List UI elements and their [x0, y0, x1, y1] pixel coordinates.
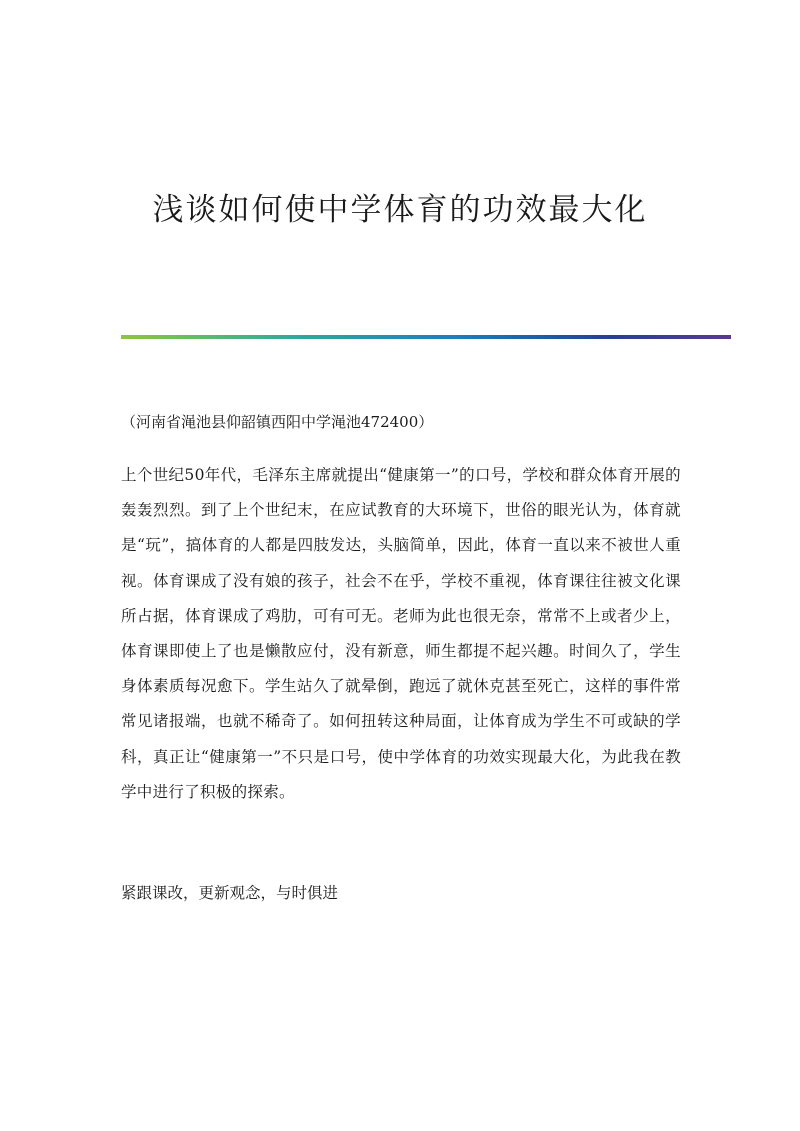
gradient-divider [121, 335, 731, 339]
author-affiliation: （河南省渑池县仰韶镇西阳中学渑池472400） [121, 413, 434, 431]
document-title: 浅谈如何使中学体育的功效最大化 [152, 192, 648, 228]
body-paragraph: 上个世纪50年代，毛泽东主席就提出“健康第一”的口号，学校和群众体育开展的轰轰烈烈。到了上个世纪末，在应试教育的大环境下，世俗的眼光认为，体育就是“玩”，搞体育的人都是四肢发达，头脑简单，因此，体育一直以来不被世人重视。体育课成了没有娘的孩子，社会不在乎，学校不重视，体育课往往被文化课所占据，体育课成了鸡肋，可有可无。老师为此也很无奈，常常不上或者少上，体育课即使上了也是懒散应付，没有新意，师生都提不起兴趣。时间久了，学生身体素质每况愈下。学生站久了就晕倒，跑远了就休克甚至死亡，这样的事件常常见诸报端，也就不稀奇了。如何扭转这种局面，让体育成为学生不可或缺的学科，真正让“健康第一”不只是口号，使中学体育的功效实现最大化，为此我在教学中进行了积极的探索。 [121, 466, 681, 801]
section-heading: 紧跟课改，更新观念，与时俱进 [121, 884, 339, 902]
